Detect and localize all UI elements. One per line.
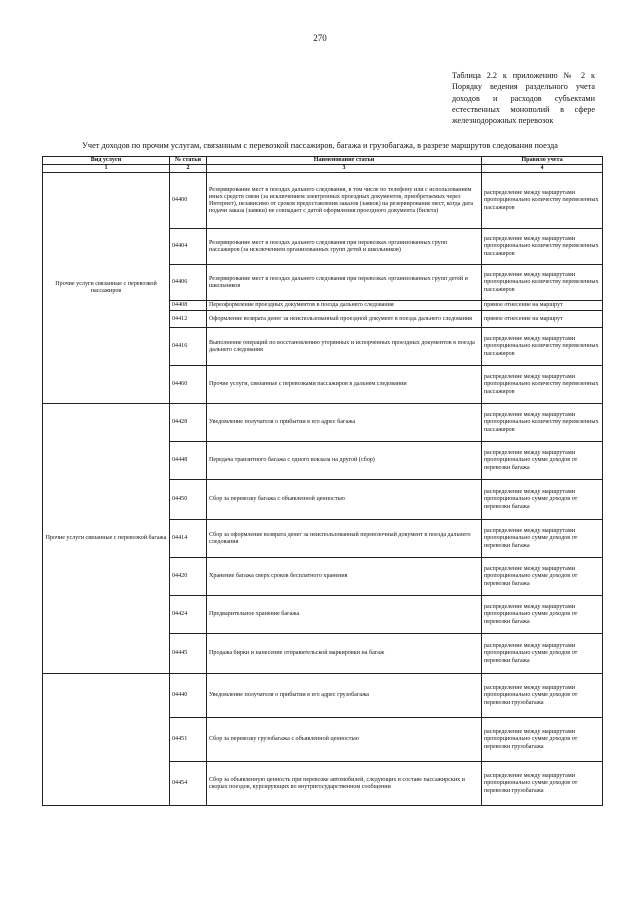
- article-name-cell: Оформление возврата денег за неиспользованный проездной документ в поезда дальнего следования: [207, 311, 482, 328]
- header-service: Вид услуги: [43, 157, 170, 165]
- article-name-cell: Сбор за перевозку грузобагажа с объявленной ценностью: [207, 718, 482, 762]
- column-number: 1: [43, 165, 170, 173]
- article-name-cell: Резервирование мест в поездах дальнего следования при перевозках организованных групп детей и школьников: [207, 265, 482, 301]
- table-row: [43, 674, 603, 718]
- accounting-rule-cell: распределение между маршрутами пропорционально количеству перевезенных пассажиров: [482, 404, 603, 442]
- article-code-cell: 04450: [170, 480, 207, 520]
- accounting-rule-cell: распределение между маршрутами пропорционально сумме доходов от перевозки багажа: [482, 558, 603, 596]
- article-name-cell: Уведомление получателя о прибытии в его адрес багажа: [207, 404, 482, 442]
- column-number: 2: [170, 165, 207, 173]
- service-type-cell: Прочие услуги связанные с перевозкой багажа: [43, 404, 170, 674]
- revenue-table: [42, 156, 603, 806]
- article-name-cell: Сбор за оформление возврата денег за неиспользованный перевозочный документ в поезда дальнего следования: [207, 520, 482, 558]
- article-code-cell: 04460: [170, 366, 207, 404]
- article-code-cell: 04428: [170, 404, 207, 442]
- article-name-cell: Хранение багажа сверх сроков бесплатного хранения: [207, 558, 482, 596]
- article-code-cell: 04440: [170, 674, 207, 718]
- article-code-cell: 04454: [170, 762, 207, 806]
- article-name-cell: Предварительное хранение багажа: [207, 596, 482, 634]
- accounting-rule-cell: распределение между маршрутами пропорционально количеству перевезенных пассажиров: [482, 265, 603, 301]
- article-name-cell: Сбор за перевозку багажа с объявленной ценностью: [207, 480, 482, 520]
- header-name: Наименование статьи: [207, 157, 482, 165]
- accounting-rule-cell: распределение между маршрутами пропорционально сумме доходов от перевозки багажа: [482, 634, 603, 674]
- article-name-cell: Резервирование мест в поездах дальнего следования при перевозках организованных групп пассажиров (за исключением организованных групп детей и школьников): [207, 229, 482, 265]
- article-code-cell: 04424: [170, 596, 207, 634]
- accounting-rule-cell: распределение между маршрутами пропорционально количеству перевезенных пассажиров: [482, 229, 603, 265]
- article-name-cell: Выполнение операций по восстановлению утерянных и испорченных проездных документов в поезда дальнего следования: [207, 328, 482, 366]
- accounting-rule-cell: распределение между маршрутами пропорционально сумме доходов от перевозки грузобагажа: [482, 762, 603, 806]
- appendix-note: Таблица 2.2 к приложению № 2 к Порядку ведения раздельного учета доходов и расходов субъектами естественных монополий в сфере железнодорожных перевозок: [452, 71, 595, 126]
- accounting-rule-cell: распределение между маршрутами пропорционально количеству перевезенных пассажиров: [482, 366, 603, 404]
- article-name-cell: Уведомление получателя о прибытии в его адрес грузобагажа: [207, 674, 482, 718]
- article-name-cell: Сбор за объявленную ценность при перевозке автомобилей, следующих в составе пассажирских и скорых поездов, курсирующих во внутригосударственном сообщении: [207, 762, 482, 806]
- table-caption: Учет доходов по прочим услугам, связанным с перевозкой пассажиров, багажа и грузобагажа, в разрезе маршрутов следования поезда: [82, 141, 558, 150]
- article-code-cell: 04406: [170, 265, 207, 301]
- article-code-cell: 04408: [170, 301, 207, 311]
- article-code-cell: 04420: [170, 558, 207, 596]
- article-name-cell: Переоформление проездных документов в поезда дальнего следования: [207, 301, 482, 311]
- column-number: 4: [482, 165, 603, 173]
- service-type-cell: Прочие услуги связанные с перевозкой пассажиров: [43, 173, 170, 404]
- accounting-rule-cell: распределение между маршрутами пропорционально количеству перевезенных пассажиров: [482, 173, 603, 229]
- accounting-rule-cell: распределение между маршрутами пропорционально количеству перевезенных пассажиров: [482, 328, 603, 366]
- article-code-cell: 04404: [170, 229, 207, 265]
- header-row: [43, 157, 603, 165]
- article-name-cell: Прочие услуги, связанные с перевозками пассажиров в дальнем следовании: [207, 366, 482, 404]
- article-code-cell: 04445: [170, 634, 207, 674]
- header-code: № статьи: [170, 157, 207, 165]
- column-number-row: [43, 165, 603, 173]
- accounting-rule-cell: распределение между маршрутами пропорционально сумме доходов от перевозки багажа: [482, 480, 603, 520]
- article-code-cell: 04451: [170, 718, 207, 762]
- accounting-rule-cell: распределение между маршрутами пропорционально сумме доходов от перевозки грузобагажа: [482, 718, 603, 762]
- page-number: 270: [313, 33, 327, 43]
- table-row: [43, 404, 603, 442]
- accounting-rule-cell: распределение между маршрутами пропорционально сумме доходов от перевозки багажа: [482, 520, 603, 558]
- table-row: [43, 173, 603, 229]
- article-code-cell: 04416: [170, 328, 207, 366]
- column-number: 3: [207, 165, 482, 173]
- accounting-rule-cell: распределение между маршрутами пропорционально сумме доходов от перевозки грузобагажа: [482, 674, 603, 718]
- accounting-rule-cell: распределение между маршрутами пропорционально сумме доходов от перевозки багажа: [482, 596, 603, 634]
- article-code-cell: 04414: [170, 520, 207, 558]
- article-code-cell: 04412: [170, 311, 207, 328]
- accounting-rule-cell: распределение между маршрутами пропорционально сумме доходов от перевозки багажа: [482, 442, 603, 480]
- article-code-cell: 04400: [170, 173, 207, 229]
- article-name-cell: Резервирование мест в поездах дальнего следования, в том числе по телефону или с использованием иных средств связи (за исключением электронных проездных документов, приобретаемых через Интернет), независимо от сроков предоставления заказов (заявок) на резервирование мест, когда дата подачи заказа (заявки) не совпадает с датой оформления проездного документа (билета): [207, 173, 482, 229]
- header-rule: Правило учета: [482, 157, 603, 165]
- article-name-cell: Передача транзитного багажа с одного вокзала на другой (сбор): [207, 442, 482, 480]
- accounting-rule-cell: прямое отнесение на маршрут: [482, 301, 603, 311]
- article-name-cell: Продажа бирки и нанесение отправительской маркировки на багаж: [207, 634, 482, 674]
- article-code-cell: 04448: [170, 442, 207, 480]
- service-type-cell: [43, 674, 170, 806]
- accounting-rule-cell: прямое отнесение на маршрут: [482, 311, 603, 328]
